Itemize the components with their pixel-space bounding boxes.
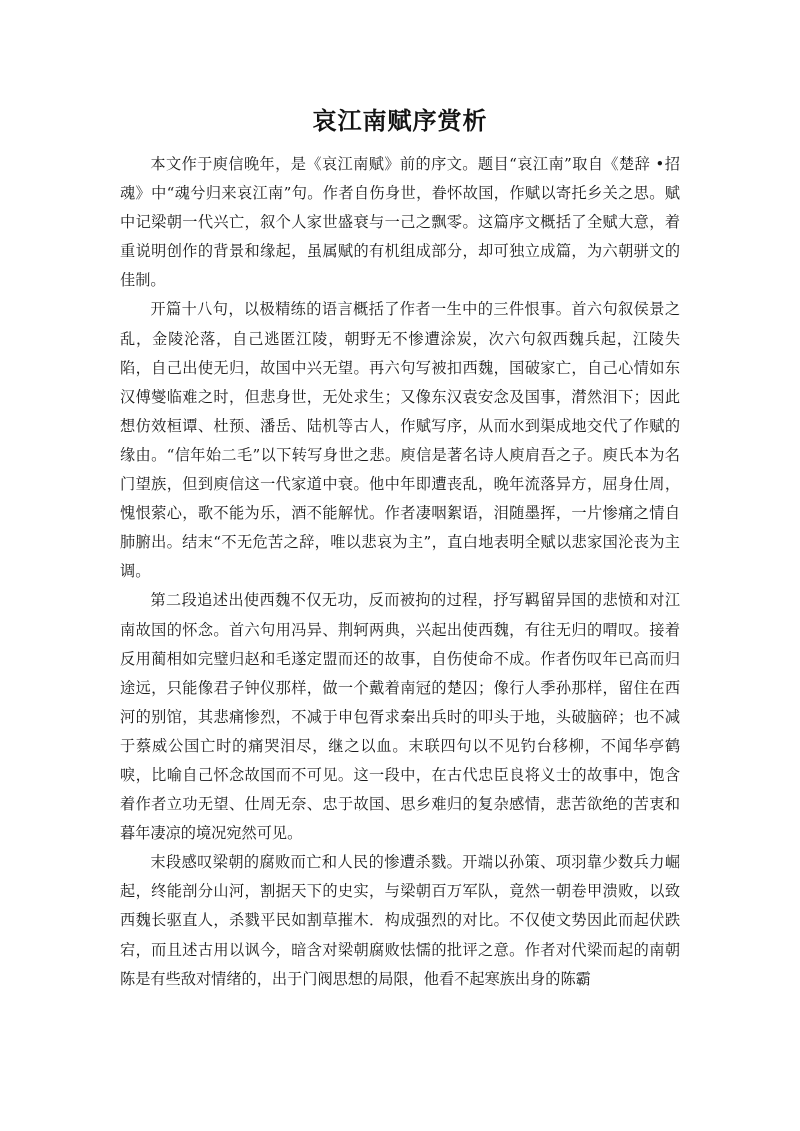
paragraph-4: 末段感叹梁朝的腐败而亡和人民的惨遭杀戮。开端以孙策、项羽靠少数兵力崛起，终能剖分山河，割据天下的史实，与梁朝百万军队，竟然一朝卷甲溃败，以致西魏长驱直人，杀戮平民如割草摧木．构成强烈的对比。不仅使文势因此而起伏跌宕，而且述古用以讽今，暗含对梁朝腐败怯懦的批评之意。作者对代梁而起的南朝陈是有些敌对情绪的，出于门阀思想的局限，他看不起寒族出身的陈霸 [120,853,680,988]
page-title: 哀江南赋序赏析 [312,106,488,135]
article-body [120,150,680,994]
paragraph-1: 本文作于庾信晚年，是《哀江南赋》前的序文。题目“哀江南”取自《楚辞 •招魂》中“魂兮归来哀江南”句。作者自伤身世，眷怀故国，作赋以寄托乡关之思。赋中记梁朝一代兴亡，叙个人家世盛衰与一己之飘零。这篇序文概括了全赋大意，着重说明创作的背景和缘起，虽属赋的有机组成部分，却可独立成篇，为六朝骈文的佳制。 [120,155,680,290]
paragraph-3: 第二段追述出使西魏不仅无功，反而被拘的过程，抒写羁留异国的悲愤和对江南故国的怀念。首六句用冯异、荆轲两典，兴起出使西魏，有往无归的喟叹。接着反用蔺相如完璧归赵和毛遂定盟而还的故事，自伤使命不成。作者伤叹年已高而归途远，只能像君子钟仪那样，做一个戴着南冠的楚囚；像行人季孙那样，留住在西河的别馆，其悲痛惨烈，不减于申包胥求秦出兵时的叩头于地，头破脑碎；也不减于蔡威公国亡时的痛哭泪尽，继之以血。末联四句以不见钓台移柳，不闻华亭鹤唳，比喻自己怀念故国而不可见。这一段中，在古代忠臣良将义士的故事中，饱含着作者立功无望、仕周无奈、忠于故国、思乡难归的复杂感情，悲苦欲绝的苦衷和暮年凄凉的境况宛然可见。 [120,591,680,843]
paragraph-2: 开篇十八句，以极精练的语言概括了作者一生中的三件恨事。首六句叙侯景之乱，金陵沦落，自己逃匿江陵，朝野无不惨遭涂炭，次六句叙西魏兵起，江陵失陷，自己出使无归，故国中兴无望。再六句写被扣西魏，国破家亡，自己心情如东汉傅燮临难之时，但悲身世，无处求生；又像东汉袁安念及国事，潸然泪下；因此想仿效桓谭、杜预、潘岳、陆机等古人，作赋写序，从而水到渠成地交代了作赋的缘由。“信年始二毛”以下转写身世之悲。庾信是著名诗人庾肩吾之子。庾氏本为名门望族，但到庾信这一代家道中衰。他中年即遭丧乱，晚年流落异方，屈身仕周，愧恨萦心，歌不能为乐，酒不能解忧。作者凄咽絮语，泪随墨挥，一片惨痛之情自肺腑出。结末“不无危苦之辞，唯以悲哀为主”，直白地表明全赋以悲家国沦丧为主调。 [120,300,680,581]
